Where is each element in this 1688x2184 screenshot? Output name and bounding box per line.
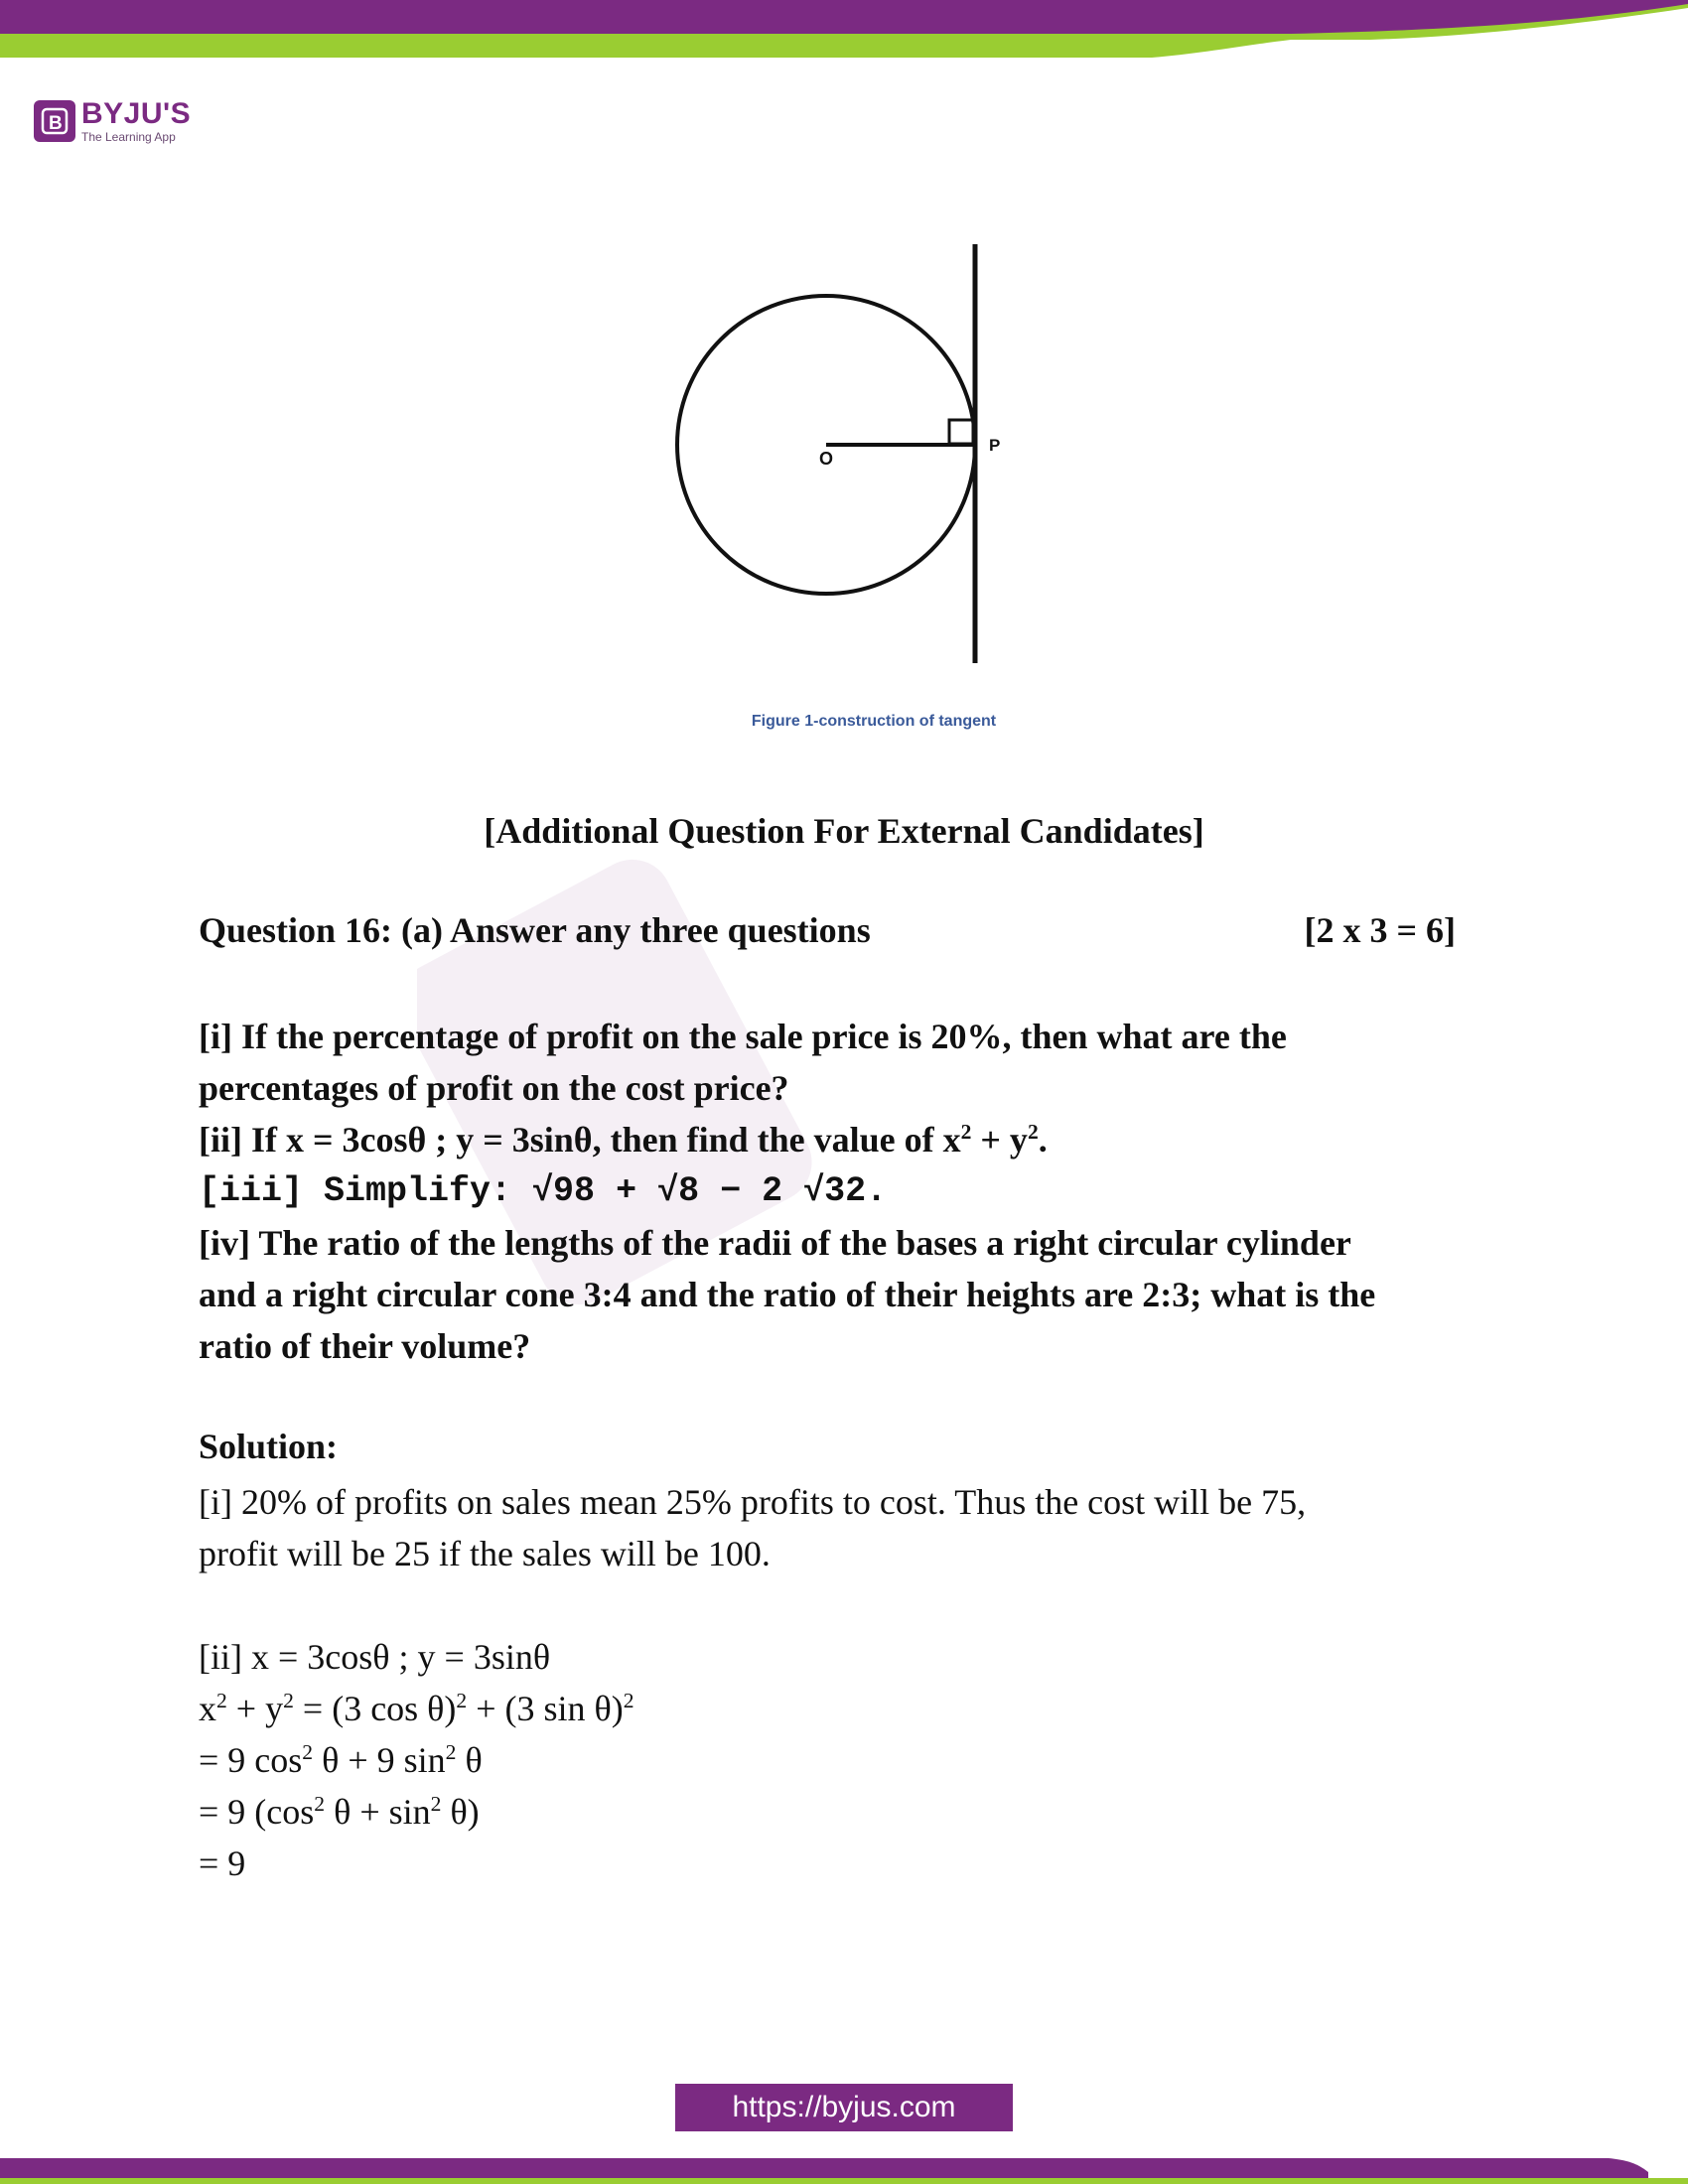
- header-band: [0, 0, 1688, 60]
- center-label: O: [819, 449, 834, 469]
- question-i-line1: [i] If the percentage of profit on the sale price is 20%, then what are the: [199, 1017, 1287, 1056]
- tangent-diagram: [655, 238, 1033, 675]
- question-i-line2: percentages of profit on the cost price?: [199, 1068, 789, 1108]
- question-heading: [199, 909, 1456, 951]
- question-iv-line3: ratio of their volume?: [199, 1326, 531, 1366]
- figure-caption: Figure 1-construction of tangent: [751, 713, 997, 730]
- question-iv-line2: and a right circular cone 3:4 and the ratio of their heights are 2:3; what is the: [199, 1275, 1376, 1314]
- brand-logo-icon: [34, 100, 75, 142]
- question-ii: [ii] If x = 3cosθ ; y = 3sinθ, then find the value of $x^2 + y^2$.: [199, 1120, 1048, 1160]
- section-title: [Additional Question For External Candidates]: [484, 811, 1204, 851]
- solution-title: Solution:: [199, 1427, 339, 1466]
- point-label: P: [989, 436, 1001, 455]
- footer-url-link[interactable]: https://byjus.com: [675, 2084, 1013, 2131]
- footer-band: [0, 2152, 1688, 2184]
- brand-tagline: The Learning App: [81, 130, 176, 144]
- solution-ii-line3: = 9 $\cos^2 \theta + 9$ $\sin^2 \theta$: [199, 1740, 483, 1780]
- solution-i: [199, 1476, 1489, 1579]
- solution-i-line2: profit will be 25 if the sales will be 100.: [199, 1534, 771, 1573]
- solution-ii-line4: = 9 ($\cos^2$ $\theta + \sin^2 \theta$): [199, 1792, 480, 1832]
- solution-ii-line1: [ii] x = 3cosθ ; y = 3sinθ: [199, 1637, 551, 1677]
- question-title: Question 16: (a) Answer any three questions: [199, 910, 871, 950]
- solution-ii-line5: = 9: [199, 1843, 246, 1883]
- solution-ii: [199, 1631, 1489, 1889]
- question-iii: [iii] Simplify: √98 + √8 − 2 √32.: [199, 1171, 888, 1211]
- right-angle-marker: [949, 420, 973, 444]
- brand-logo: [34, 99, 191, 143]
- brand-name: BYJU'S: [81, 97, 192, 130]
- solution-i-line1: [i] 20% of profits on sales mean 25% profits to cost. Thus the cost will be 75,: [199, 1482, 1307, 1522]
- question-list: [199, 1011, 1489, 1372]
- svg-text:B: B: [49, 113, 63, 134]
- question-iv-line1: [iv] The ratio of the lengths of the radii of the bases a right circular cylinder: [199, 1223, 1351, 1263]
- question-marks: [2 x 3 = 6]: [1304, 910, 1456, 950]
- solution-ii-line2: $x^2 + y^2 = (3$ cos θ)$^2$ + (3 sin θ)$^2$: [199, 1689, 634, 1728]
